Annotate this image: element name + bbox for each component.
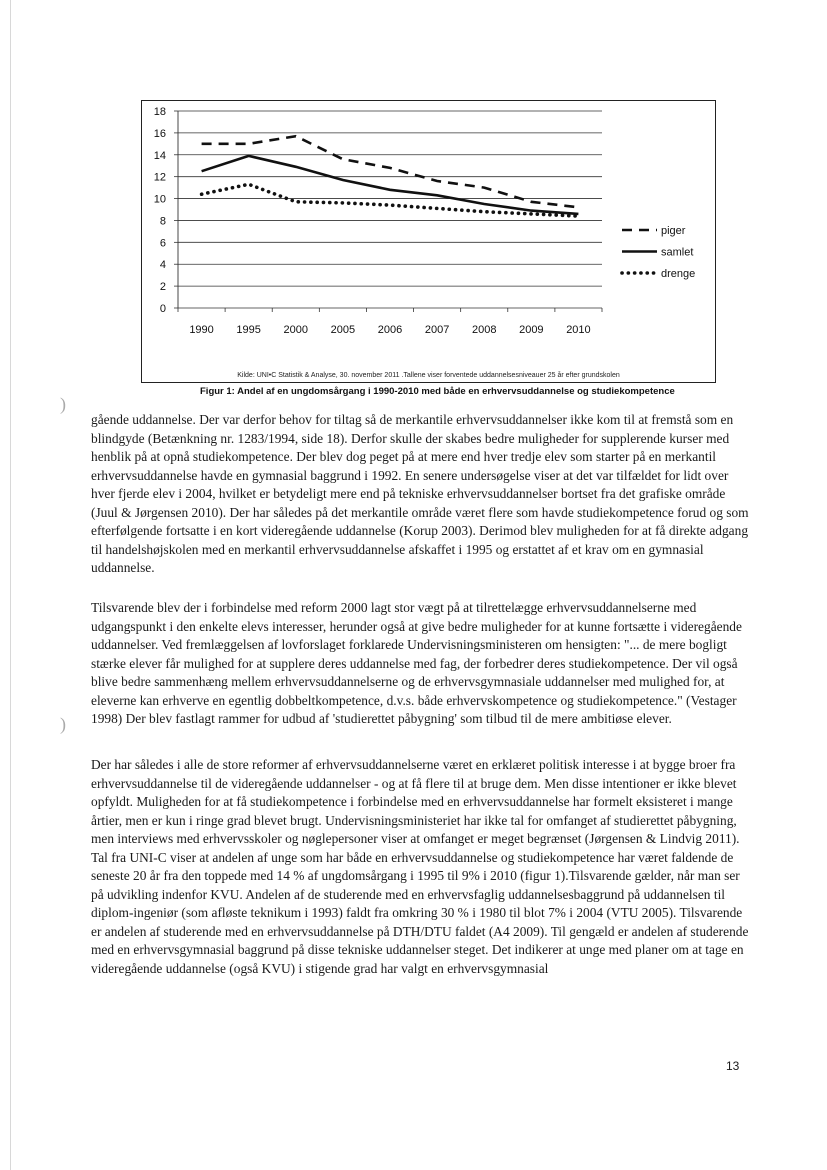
series-line-samlet xyxy=(202,156,579,214)
chart-canvas xyxy=(142,101,717,384)
y-tick-label: 10 xyxy=(153,193,166,206)
x-tick-label: 2010 xyxy=(566,324,591,336)
paragraph-2 xyxy=(91,599,751,729)
y-tick-label: 16 xyxy=(153,127,166,140)
line-chart xyxy=(141,100,716,383)
x-tick-label: 1995 xyxy=(236,324,261,336)
x-tick-label: 2000 xyxy=(283,324,309,336)
series-line-piger xyxy=(202,136,579,207)
y-tick-label: 14 xyxy=(153,149,166,162)
legend-label: piger xyxy=(661,225,686,237)
legend-label: drenge xyxy=(661,268,696,280)
x-tick-label: 2009 xyxy=(519,324,544,336)
paragraph-text: gående uddannelse. Der var derfor behov for tiltag så de merkantile erhvervsuddannelser ikke kom til at fremstå som en blindgyde (Betænkning nr. 1283/1994, side 18). Derfor skulle der skabes bedre muligheder for supplerende kurser med henblik på at opnå studiekompetence. Der blev dog peget på at mere end hver tredje elev som starter på en merkantil erhvervsuddannelse havde en gymnasial baggrund i 1992. En senere undersøgelse viser at det var tilfældet for lidt over hver fjerde elev i 2004, hvilket er betydeligt mere end på tekniske erhvervsuddannelser bortset fra det grafiske område (Juul & Jørgensen 2010). Der har således på det merkantile område været flere som havde studiekompetence forud og som efterfølgende fortsatte i en kort videregående uddannelse (Korup 2003). Derimod blev muligheden for at få direkte adgang til handelshøjskolen med en merkantil erhvervsuddannelse afskaffet i 1995 og erstattet af et krav om en gymnasial uddannelse. xyxy=(91,412,749,575)
y-tick-label: 2 xyxy=(159,281,166,294)
page-edge xyxy=(10,0,11,1170)
x-tick-label: 2006 xyxy=(377,324,403,336)
x-tick-label: 2007 xyxy=(424,324,450,336)
legend-label: samlet xyxy=(661,246,694,259)
y-tick-label: 0 xyxy=(159,303,166,315)
margin-mark: ) xyxy=(60,394,66,414)
figure-caption: Figur 1: Andel af en ungdomsårgang i 1990-2010 med både en erhvervsuddannelse og studiekompetence xyxy=(200,386,675,397)
paragraph-text: Der har således i alle de store reformer af erhvervsuddannelserne været en erklæret politisk interesse i at bygge broer fra erhvervsuddannelse til de videregående uddannelser - og at få flere til at bruge dem. Men disse intentioner er ikke blevet opfyldt. Muligheden for at få studiekompetence i forbindelse med en erhvervsuddannelse har formelt eksisteret i mange årtier, men er kun i ringe grad blevet brugt. Undervisningsministeriet har ikke tal for omfanget af studierettet påbygning, men interviews med erhvervsskoler og nøglepersoner viser at omfanget er meget begrænset (Jørgensen & Lindvig 2011). Tal fra UNI-C viser at andelen af unge som har både en erhvervsuddannelse og studiekompetence har været faldende de seneste 20 år fra den toppede med 14 % af ungdomsårgang i 1995 til 9% i 2010 (figur 1).Tilsvarende gælder, når man ser på udvikling indenfor KVU. Andelen af de studerende med en erhvervsfaglig uddannelsesbaggrund på uddannelsen til diplom-ingeniør (som afløste teknikum i 1993) faldt fra omkring 30 % i 1980 til blot 7% i 2004 (VTU 2005). Tilsvarende er andelen af studerende med en erhvervsuddannelse på DTH/DTU faldet (A4 2009). Til gengæld er andelen af studerende med en erhvervsgymnasial baggrund på disse tekniske uddannelser steget. Det indikerer at unge med planer om at tage en videregående uddannelse (også KVU) i stigende grad har valgt en erhvervsgymnasial xyxy=(91,757,749,976)
x-tick-label: 1990 xyxy=(189,324,214,336)
y-tick-label: 12 xyxy=(153,171,166,184)
x-tick-label: 2005 xyxy=(330,324,356,336)
paragraph-3 xyxy=(91,756,751,978)
page-number: 13 xyxy=(726,1059,740,1073)
y-tick-label: 18 xyxy=(153,106,166,118)
margin-mark: ) xyxy=(60,714,66,734)
y-tick-label: 6 xyxy=(159,237,166,250)
x-tick-label: 2008 xyxy=(471,324,497,336)
paragraph-1 xyxy=(91,411,751,578)
chart-source: Kilde: UNI•C Statistik & Analyse, 30. november 2011 .Tallene viser forventede uddannelsesniveauer 25 år efter grundskolen xyxy=(237,372,620,379)
y-tick-label: 8 xyxy=(159,215,166,228)
y-tick-label: 4 xyxy=(159,259,166,272)
paragraph-text: Tilsvarende blev der i forbindelse med reform 2000 lagt stor vægt på at tilrettelægge erhvervsuddannelserne med udgangspunkt i den enkelte elevs interesser, herunder også at give bedre muligheder for at kunne fortsætte i videregående uddannelser. Ved fremlæggelsen af lovforslaget forklarede Undervisningsministeren om hensigten: "... de mere bogligt stærke elever får mulighed for at supplere deres uddannelse med fag, der forbedrer deres studiekompetence. Der vil også blive bedre sammenhæng mellem erhvervsuddannelserne og de erhvervsgymnasiale uddannelser med mulighed for, at eleverne kan erhverve en egentlig dobbeltkompetence, d.v.s. både erhvervskompetence og studiekompetence." (Vestager 1998) Der blev fastlagt rammer for udbud af 'studierettet påbygning' som tilbud til de mere ambitiøse elever. xyxy=(91,600,742,726)
